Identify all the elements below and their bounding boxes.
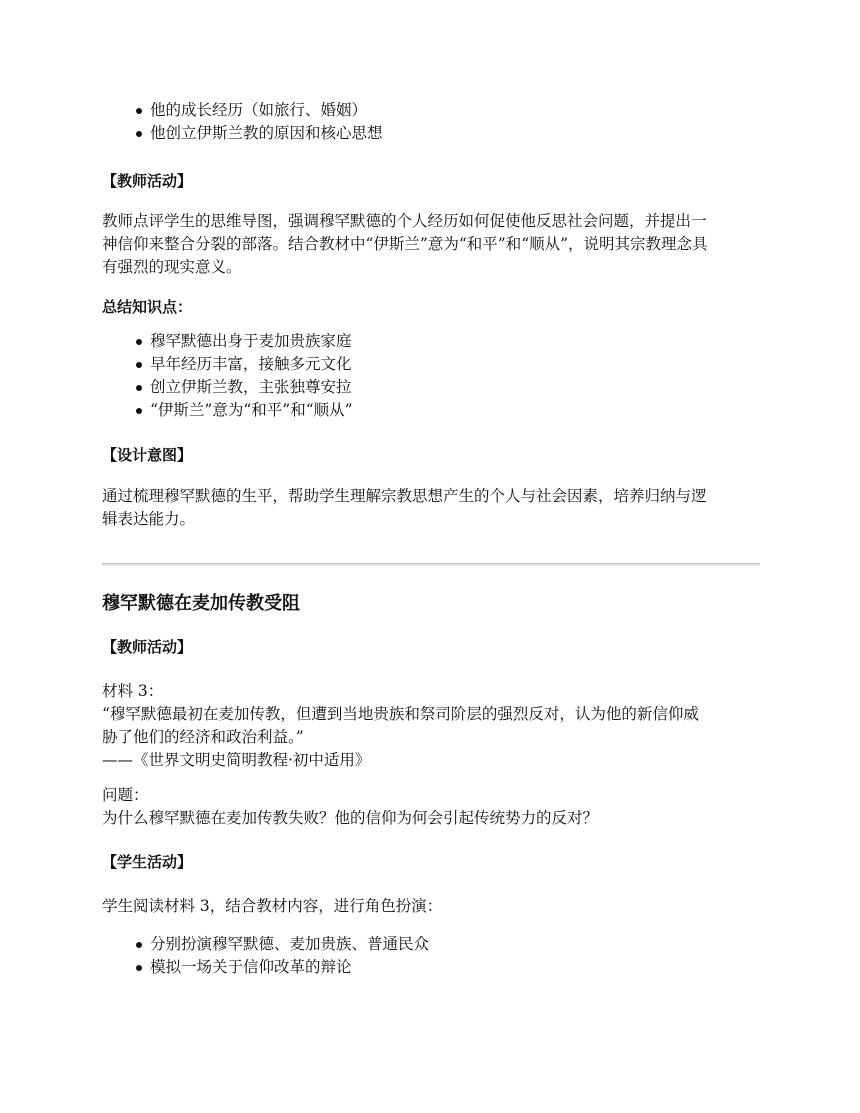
design-intent-paragraph: 通过梳理穆罕默德的生平，帮助学生理解宗教思想产生的个人与社会因素，培养归纳与逻 辑表达能力。 [102,487,707,528]
list-item: 创立伊斯兰教，主张独尊安拉 [102,376,353,399]
question-block [102,784,598,830]
list-item: 他创立伊斯兰教的原因和核心思想 [102,122,383,145]
teacher-activity-heading-2: 【教师活动】 [102,638,193,656]
quote-source: ——《世界文明史简明教程·初中适用》 [102,751,371,769]
teacher-activity-heading: 【教师活动】 [102,172,193,190]
quote-line: 胁了他们的经济和政治利益。” [102,728,304,746]
question-text: 为什么穆罕默德在麦加传教失败？他的信仰为何会引起传统势力的反对？ [102,809,599,827]
material-label: 材料 3： [102,682,164,700]
bullet-dot [136,408,142,414]
list-item: 模拟一场关于信仰改革的辩论 [102,956,429,979]
list-item: 早年经历丰富，接触多元文化 [102,353,353,376]
bullet-dot [136,108,142,114]
student-bullet-list [102,933,429,979]
bullet-dot [136,385,142,391]
material-block [102,680,699,772]
list-item: “伊斯兰”意为“和平”和“顺从” [102,399,353,422]
student-activity-heading: 【学生活动】 [102,853,193,871]
bullet-dot [136,339,142,345]
list-item: 他的成长经历（如旅行、婚姻） [102,99,383,122]
section-title: 穆罕默德在麦加传教受阻 [102,593,300,614]
bullet-dot [136,362,142,368]
quote-line: “穆罕默德最初在麦加传教，但遭到当地贵族和祭司阶层的强烈反对，认为他的新信仰威 [102,705,699,723]
question-label: 问题： [102,786,149,804]
list-item: 分别扮演穆罕默德、麦加贵族、普通民众 [102,933,429,956]
intro-bullet-list [102,99,383,145]
student-activity-intro: 学生阅读材料 3，结合教材内容，进行角色扮演： [102,897,443,915]
list-item: 穆罕默德出身于麦加贵族家庭 [102,330,353,353]
design-intent-heading: 【设计意图】 [102,446,193,464]
section-divider [102,563,760,566]
bullet-dot [136,965,142,971]
teacher-activity-paragraph: 教师点评学生的思维导图，强调穆罕默德的个人经历如何促使他反思社会问题，并提出一 神信仰来整合分裂的部落。结合教材中“伊斯兰”意为“和平”和“顺从”，说明其宗教理念具 有强烈的现实意义。 [102,212,708,276]
bullet-dot [136,131,142,137]
bullet-dot [136,942,142,948]
summary-heading: 总结知识点： [102,298,193,316]
summary-bullet-list [102,330,353,422]
